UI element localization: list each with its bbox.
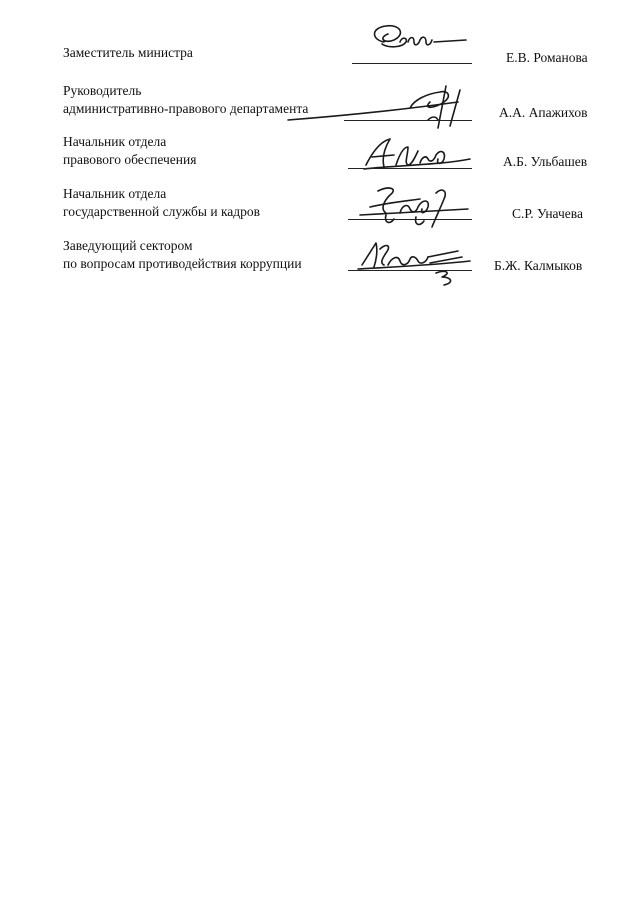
signer-name: А.А. Апажихов (499, 105, 588, 120)
signer-name: С.Р. Уначева (512, 206, 583, 221)
signature-line (348, 270, 472, 271)
signature-apazhikhov (280, 80, 480, 136)
approval-row-kalmykov (0, 237, 640, 287)
position-title (63, 237, 302, 273)
position-line: Начальник отдела (63, 134, 167, 149)
position-line: по вопросам противодействия коррупции (63, 256, 302, 271)
position-line: правового обеспечения (63, 152, 197, 167)
position-line: Заведующий сектором (63, 238, 193, 253)
signature-line (348, 168, 472, 169)
position-line: Начальник отдела (63, 186, 167, 201)
position-title (63, 82, 308, 118)
signature-romanova (362, 22, 477, 66)
approval-row-ulbashev (0, 133, 640, 183)
signer-name: А.Б. Ульбашев (503, 154, 588, 169)
position-line: Заместитель министра (63, 45, 193, 60)
signature-line (352, 63, 472, 64)
position-title (63, 44, 193, 62)
signature-ulbashev (360, 135, 475, 179)
signer-name: Б.Ж. Калмыков (494, 258, 583, 273)
approval-row-unacheva (0, 185, 640, 235)
signature-line (348, 219, 472, 220)
signer-name: Е.В. Романова (506, 50, 588, 65)
approval-row-apazhikhov (0, 82, 640, 132)
position-line: государственной службы и кадров (63, 204, 261, 219)
signature-kalmykov (354, 239, 474, 295)
signature-line (344, 120, 472, 121)
position-line: административно-правового департамента (63, 101, 309, 116)
position-title (63, 133, 196, 169)
signature-unacheva (356, 183, 471, 237)
position-title (63, 185, 260, 221)
position-line: Руководитель (63, 83, 142, 98)
